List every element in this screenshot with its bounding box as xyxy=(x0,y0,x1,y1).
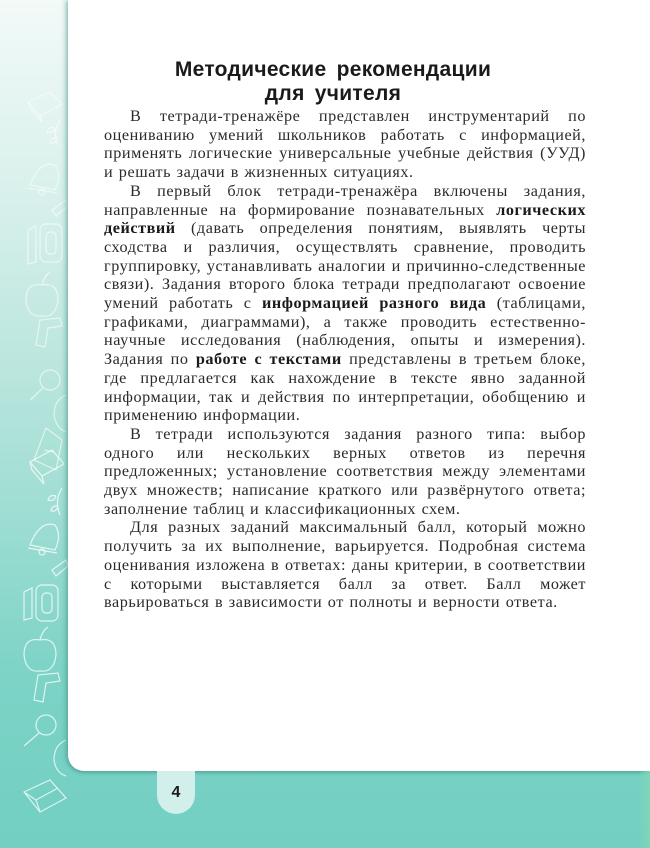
text-segment: В первый блок тетради-тренажёра включены задания, направленные на формирование познавательных xyxy=(104,181,586,219)
paragraph-4 xyxy=(104,518,586,612)
bell-icon xyxy=(28,524,59,555)
pencil-icon xyxy=(52,560,68,576)
page-title xyxy=(68,58,598,106)
text-segment: представлены в третьем блоке, где предлагается как нахождение в тексте явно заданной информации, так и действия по интерпретации, обобщению и применению информации. xyxy=(104,350,586,425)
globe-icon xyxy=(54,395,66,432)
open-book-icon xyxy=(24,780,66,812)
decorative-left-strip xyxy=(0,0,70,848)
leaf-icon xyxy=(48,488,62,515)
bold-term-information-types: информацией разного вида xyxy=(261,294,487,313)
text-segment: (давать определения понятиям, выявлять черты сходства и различия, осуществлять сравнение, проводить группировку, устанавливать аналогии и причинно-следственные связи). Задания второго блока тетради предполагают освоение умений работать с xyxy=(104,219,586,313)
leaf-icon xyxy=(47,120,60,145)
body-text xyxy=(104,107,586,612)
text-segment: Для разных заданий максимальный балл, который можно получить за их выполнение, варьируется. Подробная система оценивания изложена в ответах: даны критерии, в соответствии с которыми выставляется балл за ответ. Балл может варьироваться в зависимости от полноты и верности ответа. xyxy=(104,518,586,612)
book-icon xyxy=(28,92,62,122)
apple-icon xyxy=(24,627,56,671)
decorative-right-edge xyxy=(638,771,650,848)
ten-icon xyxy=(24,585,58,621)
page-number-badge xyxy=(157,771,195,814)
text-segment: В тетради-тренажёре представлен инструментарий по оцениванию умений школьников работать с информацией, применять логические универсальные учебные действия (УУД) и решать задачи в жизненных ситуациях. xyxy=(104,107,586,182)
text-segment: В тетради используются задания разного типа: выбор одного или нескольких верных ответов из перечня предложенных; установление соответствия между элементами двух множеств; написание краткого или развёрнутого ответа; заполнение таблиц и классификационных схем. xyxy=(104,424,586,518)
bold-term-text-work: работе с текстами xyxy=(195,350,342,369)
pencil-icon xyxy=(52,200,68,216)
magnifier-icon xyxy=(30,370,60,400)
page-number: 4 xyxy=(171,783,181,801)
letter-g-icon xyxy=(36,318,62,347)
bold-term-logical-actions: логических действий xyxy=(104,200,586,238)
paragraph-2 xyxy=(104,182,586,425)
ten-icon xyxy=(28,224,62,264)
paragraph-1 xyxy=(104,107,586,182)
globe-icon xyxy=(54,740,66,776)
text-segment: (таблицами, графиками, диаграммами), а также проводить естественно-научные исследования (наблюдения, опыты и измерения). Задания по xyxy=(104,294,586,369)
title-line-1: Методические рекомендации xyxy=(174,58,492,81)
bell-icon xyxy=(28,164,59,195)
letter-g-icon xyxy=(34,673,60,702)
apple-icon xyxy=(26,272,58,316)
letter-a-icon xyxy=(34,428,62,470)
paragraph-3 xyxy=(104,425,586,519)
magnifier-icon xyxy=(24,715,56,746)
title-line-2: для учителя xyxy=(264,82,402,105)
